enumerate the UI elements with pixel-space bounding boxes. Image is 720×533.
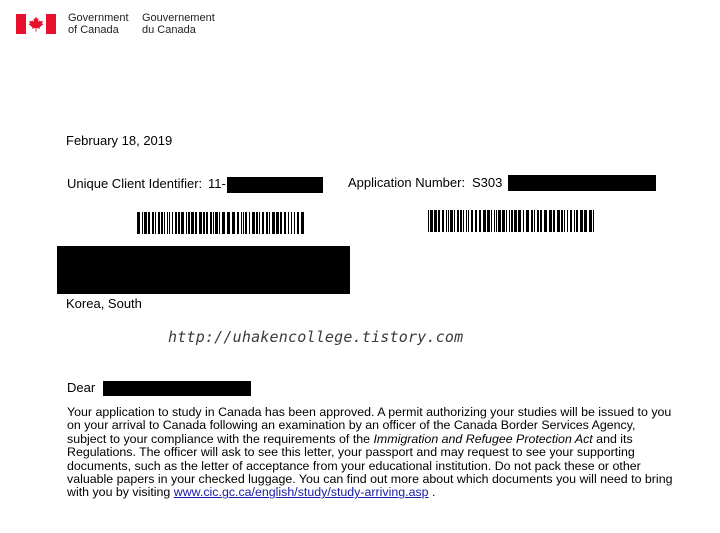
barcode-bar — [534, 210, 535, 232]
barcode-bar — [172, 212, 173, 234]
redaction-box-application — [508, 175, 656, 191]
watermark-url: http://uhakencollege.tistory.com — [168, 328, 464, 346]
barcode-bar — [178, 212, 180, 234]
letter-body — [67, 406, 677, 500]
flag-left-bar — [16, 14, 26, 34]
redaction-box-address — [57, 246, 350, 294]
barcode-bar — [553, 210, 555, 232]
barcode-bar — [466, 210, 467, 232]
barcode-bar — [498, 210, 501, 232]
barcode-bar — [137, 212, 140, 234]
barcode-bar — [256, 212, 258, 234]
redaction-box-uci — [227, 177, 323, 193]
barcode-bar — [169, 212, 170, 234]
barcode-bar — [463, 210, 464, 232]
barcode-bar — [506, 210, 507, 232]
body-end: . — [428, 485, 436, 500]
gouvernement-du-canada-wordmark — [142, 12, 215, 36]
barcode-bar — [164, 212, 165, 234]
barcode-bar — [152, 212, 154, 234]
barcode-bar — [544, 210, 547, 232]
barcode-bar — [450, 210, 453, 232]
barcode-bar — [186, 212, 187, 234]
gov-en-line2: of Canada — [68, 24, 119, 36]
barcode-bar — [243, 212, 244, 234]
barcode-bar — [249, 212, 250, 234]
barcode-bar — [526, 210, 529, 232]
barcode-bar — [161, 212, 163, 234]
barcode-bar — [294, 212, 295, 234]
barcode-bar — [288, 212, 289, 234]
act-name: Immigration and Refugee Protection Act — [373, 431, 593, 446]
barcode-bar — [206, 212, 208, 234]
flag-right-bar — [46, 14, 56, 34]
barcode-bar — [272, 212, 275, 234]
barcode-bar — [487, 210, 490, 232]
barcode-bar — [460, 210, 462, 232]
barcode-bar — [158, 212, 160, 234]
redaction-box-name — [103, 381, 251, 396]
barcode-bar — [241, 212, 242, 234]
barcode-bar — [155, 212, 156, 234]
address-country: Korea, South — [66, 296, 142, 311]
barcode-bar — [540, 210, 542, 232]
barcode-bar — [199, 212, 202, 234]
barcode-bar — [203, 212, 205, 234]
canada-flag-logo — [16, 14, 56, 34]
flag-center — [26, 14, 46, 34]
barcode-bar — [276, 212, 279, 234]
barcode-bar — [245, 212, 247, 234]
barcode-bar — [496, 210, 497, 232]
barcode-bar — [468, 210, 469, 232]
barcode-bar — [280, 212, 282, 234]
barcode-bar — [237, 212, 239, 234]
application-number-label: Application Number: — [348, 175, 466, 190]
barcode-bar — [454, 210, 455, 232]
barcode-bar — [227, 212, 230, 234]
barcode-bar — [518, 210, 521, 232]
barcode-bar — [188, 212, 190, 234]
barcode-bar — [574, 210, 575, 232]
barcode-bar — [259, 212, 260, 234]
barcode-bar — [584, 210, 587, 232]
body-part-2: and its Regulations. The officer will ask to see this letter, your passport and may request to see your supporting documents, such as the letter of acceptance from your educational institution. Do not pack these or other valuable papers in your checked luggage. You can find out more about which documents you will need to bring with you by visiting — [67, 431, 673, 500]
barcode-bar — [593, 210, 594, 232]
barcode-uci — [137, 212, 307, 234]
maple-leaf-icon — [28, 16, 44, 32]
barcode-bar — [219, 212, 220, 234]
barcode-bar — [175, 212, 177, 234]
government-of-canada-wordmark — [68, 12, 129, 36]
barcode-bar — [457, 210, 459, 232]
barcode-bar — [567, 210, 568, 232]
barcode-bar — [291, 212, 292, 234]
barcode-bar — [479, 210, 481, 232]
barcode-bar — [580, 210, 583, 232]
barcode-bar — [215, 212, 218, 234]
barcode-bar — [297, 212, 299, 234]
barcode-bar — [475, 210, 477, 232]
barcode-bar — [284, 212, 286, 234]
barcode-bar — [570, 210, 572, 232]
barcode-bar — [509, 210, 510, 232]
barcode-bar — [511, 210, 513, 232]
barcode-bar — [557, 210, 560, 232]
barcode-bar — [167, 212, 168, 234]
barcode-bar — [142, 212, 143, 234]
barcode-bar — [502, 210, 505, 232]
barcode-bar — [448, 210, 449, 232]
body-part-1: Your application to study in Canada has been approved. A permit authorizing your studies will be issued to you on your arrival to Canada following an examination by an officer of the Canada Border Services Agency, subject to your compliance with the requirements of the — [67, 405, 672, 446]
barcode-bar — [191, 212, 194, 234]
barcode-bar — [181, 212, 184, 234]
barcode-bar — [514, 210, 517, 232]
barcode-bar — [564, 210, 565, 232]
barcode-bar — [576, 210, 578, 232]
gov-fr-line1: Gouvernement — [142, 12, 215, 24]
barcode-bar — [531, 210, 533, 232]
barcode-bar — [232, 212, 235, 234]
barcode-bar — [195, 212, 197, 234]
barcode-bar — [428, 210, 429, 232]
salutation: Dear — [67, 380, 96, 395]
barcode-bar — [213, 212, 214, 234]
barcode-bar — [549, 210, 552, 232]
barcode-bar — [430, 210, 433, 232]
barcode-bar — [561, 210, 563, 232]
barcode-bar — [471, 210, 473, 232]
gov-fr-line2: du Canada — [142, 24, 196, 36]
barcode-bar — [523, 210, 524, 232]
uci-value: 11- — [208, 176, 226, 191]
barcode-bar — [537, 210, 539, 232]
letter-date: February 18, 2019 — [66, 133, 173, 148]
barcode-bar — [434, 210, 437, 232]
barcode-application — [428, 210, 598, 232]
barcode-bar — [144, 212, 147, 234]
barcode-bar — [269, 212, 270, 234]
gov-en-line1: Government — [68, 12, 129, 24]
barcode-bar — [210, 212, 212, 234]
barcode-bar — [266, 212, 268, 234]
barcode-bar — [252, 212, 255, 234]
barcode-bar — [491, 210, 492, 232]
barcode-bar — [589, 210, 592, 232]
barcode-bar — [262, 212, 264, 234]
barcode-bar — [438, 210, 440, 232]
barcode-bar — [483, 210, 486, 232]
barcode-bar — [442, 210, 444, 232]
study-arriving-link[interactable]: www.cic.gc.ca/english/study/study-arriving.asp — [173, 485, 429, 500]
application-number-value: S303 — [472, 175, 503, 190]
uci-label: Unique Client Identifier: — [67, 176, 203, 191]
barcode-bar — [148, 212, 150, 234]
barcode-bar — [222, 212, 225, 234]
barcode-bar — [301, 212, 304, 234]
barcode-bar — [494, 210, 495, 232]
barcode-bar — [446, 210, 447, 232]
